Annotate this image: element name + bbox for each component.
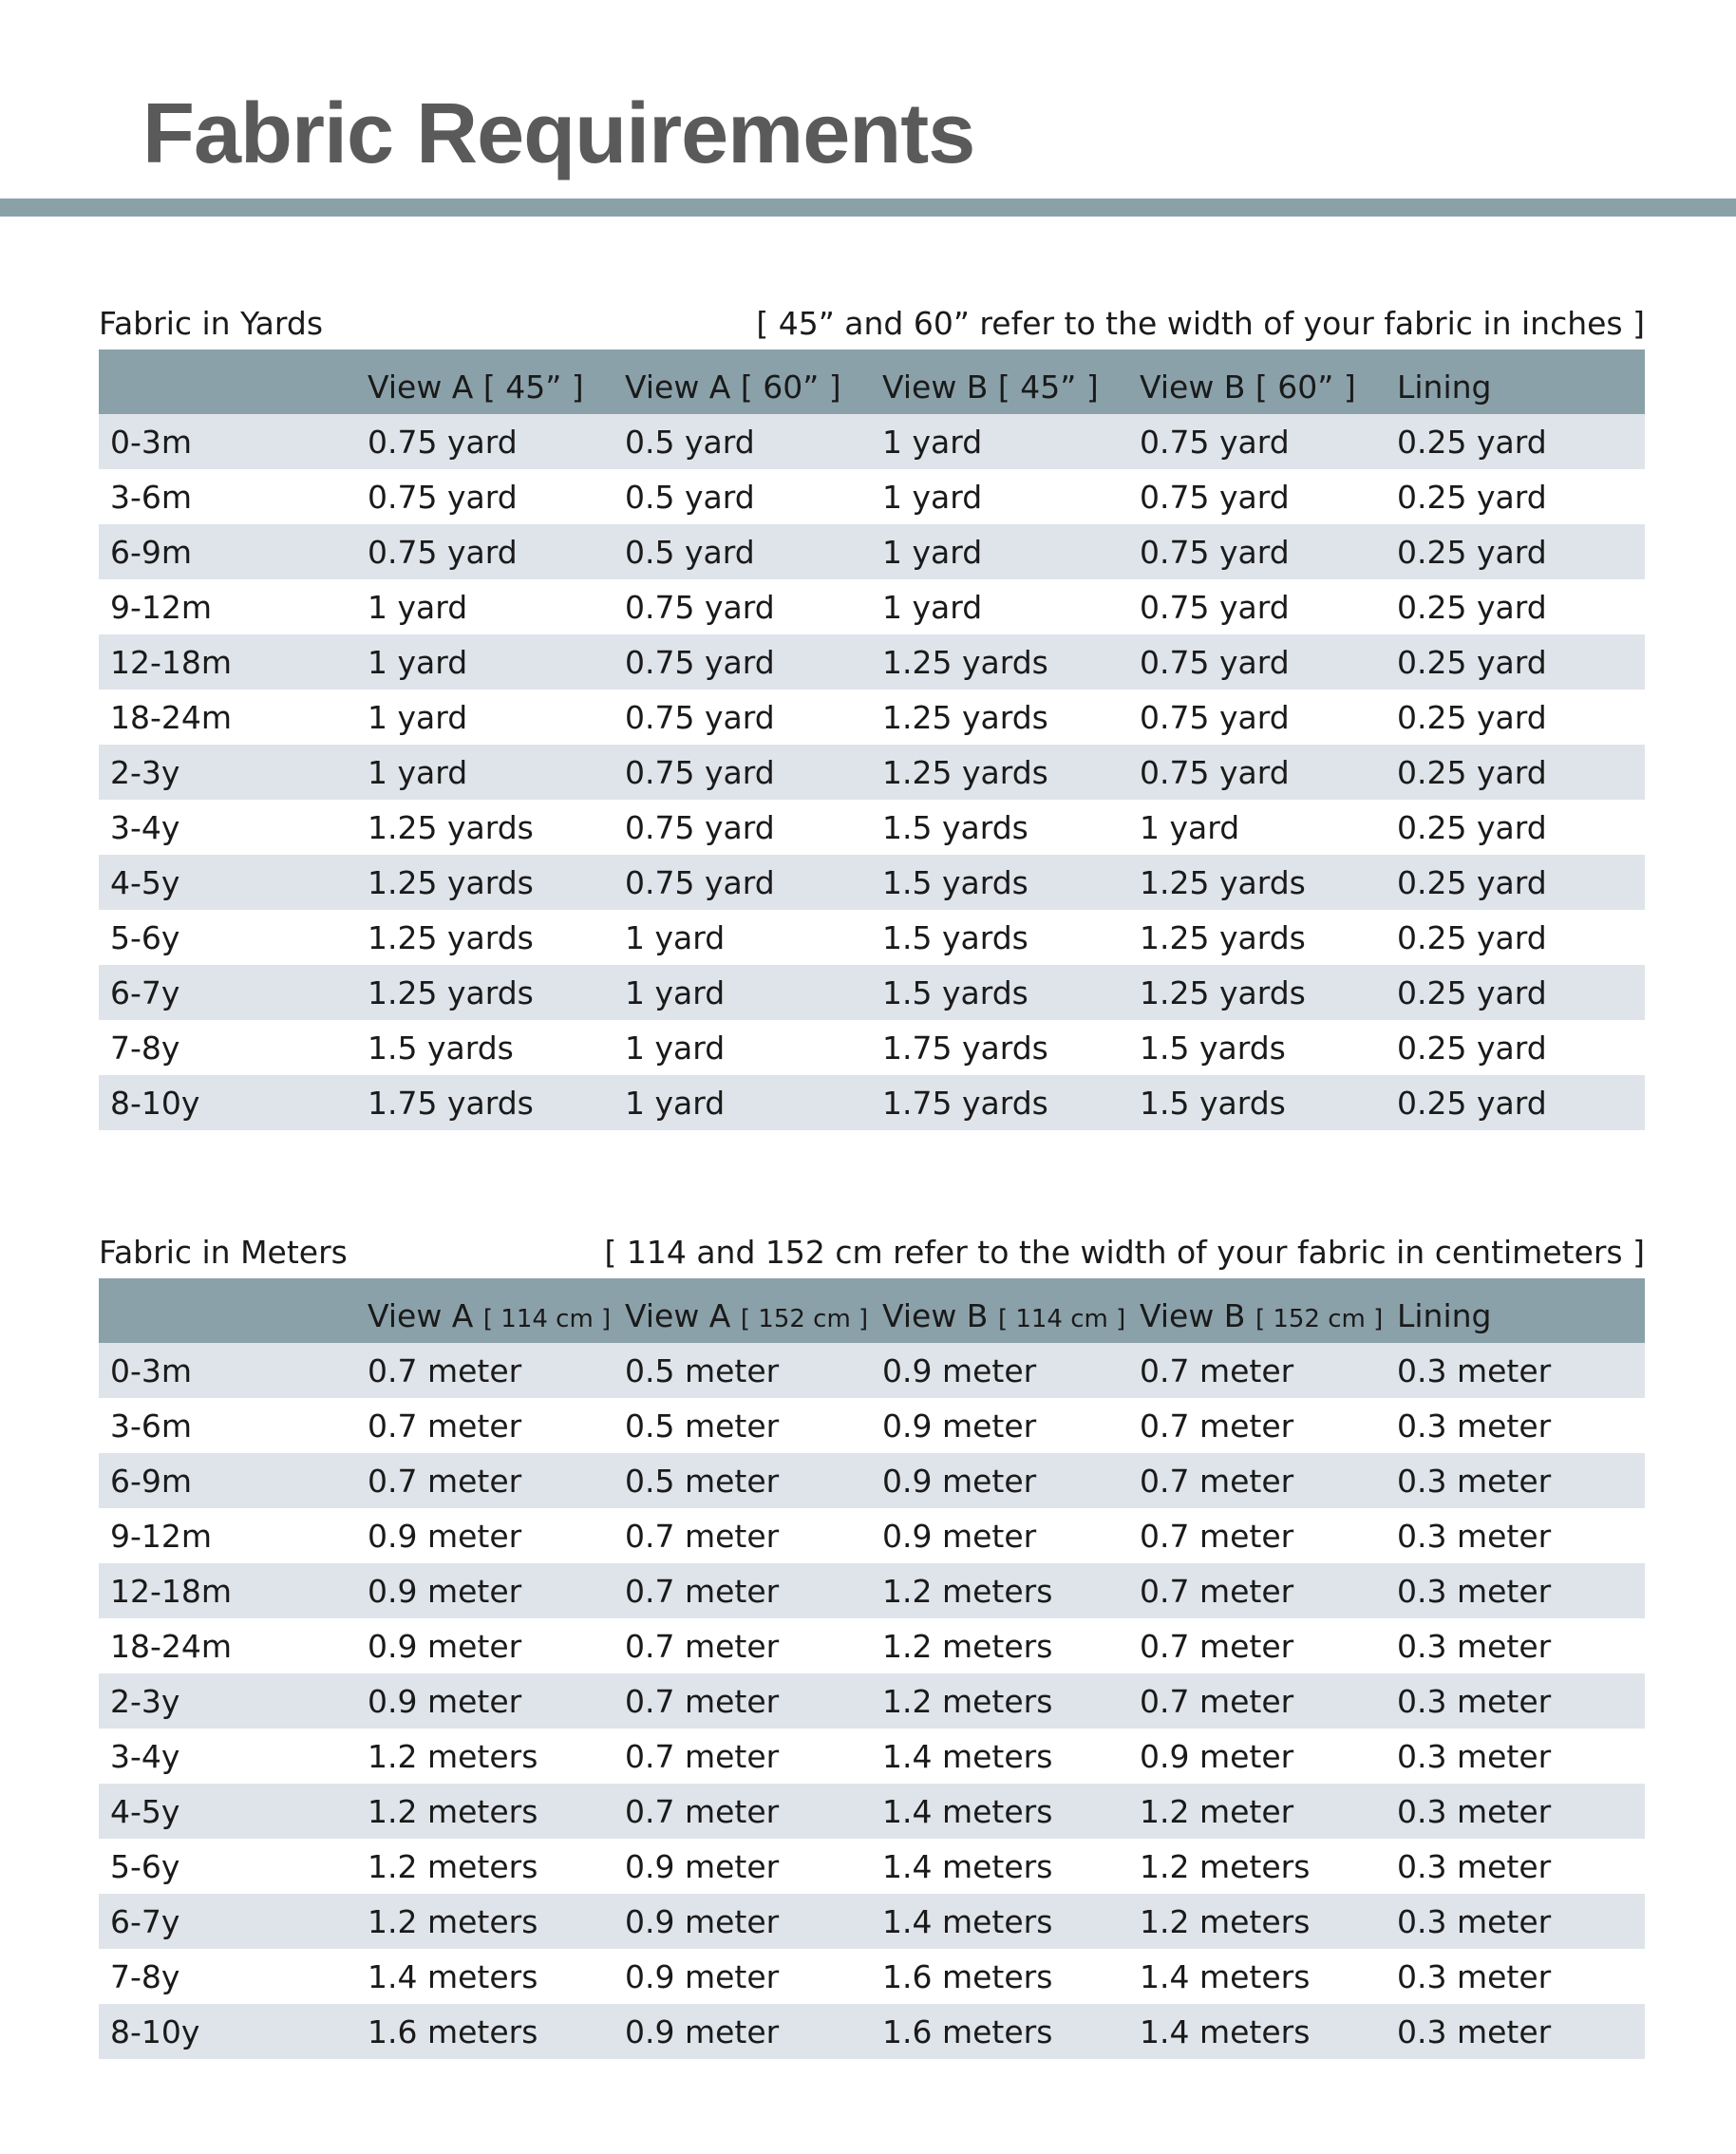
size-cell: 9-12m (110, 588, 213, 626)
column-header-label: View A [ 60” ] (625, 368, 841, 406)
table-row (99, 745, 1645, 800)
amount-cell: 1.2 meters (368, 1737, 538, 1775)
size-cell: 4-5y (110, 863, 180, 901)
amount-cell: 1.2 meters (1140, 1902, 1311, 1940)
meters-table (99, 1278, 1645, 2059)
amount-cell: 0.7 meter (368, 1351, 522, 1389)
column-header-label: View A (368, 1296, 483, 1334)
column-header (99, 350, 368, 414)
column-header (1397, 350, 1645, 414)
amount-cell: 0.3 meter (1397, 1957, 1552, 1995)
amount-cell: 0.75 yard (1140, 423, 1290, 461)
size-cell: 2-3y (110, 753, 180, 791)
amount-cell: 0.5 meter (625, 1351, 780, 1389)
amount-cell: 1 yard (882, 478, 983, 516)
amount-cell: 0.25 yard (1397, 808, 1547, 846)
amount-cell: 0.9 meter (625, 2012, 780, 2050)
column-header (1140, 1278, 1397, 1343)
amount-cell: 1.2 meters (882, 1572, 1053, 1610)
table-row (99, 965, 1645, 1020)
amount-cell: 1.25 yards (882, 698, 1048, 736)
amount-cell: 0.75 yard (625, 863, 775, 901)
amount-cell: 0.7 meter (625, 1627, 780, 1665)
table-row (99, 2004, 1645, 2059)
amount-cell: 0.75 yard (625, 753, 775, 791)
yards-section-header (99, 294, 1645, 350)
amount-cell: 1.4 meters (1140, 2012, 1311, 2050)
amount-cell: 1 yard (882, 588, 983, 626)
table-row (99, 1839, 1645, 1894)
amount-cell: 1.4 meters (882, 1847, 1053, 1885)
meters-width-note: [ 114 and 152 cm refer to the width of your fabric in centimeters ] (604, 1234, 1645, 1271)
amount-cell: 1.4 meters (368, 1957, 538, 1995)
amount-cell: 1.75 yards (882, 1029, 1048, 1067)
amount-cell: 0.7 meter (1140, 1627, 1294, 1665)
amount-cell: 0.9 meter (882, 1351, 1037, 1389)
column-header-label: View A [ 45” ] (368, 368, 584, 406)
column-header (882, 1278, 1140, 1343)
amount-cell: 0.7 meter (625, 1792, 780, 1830)
amount-cell: 1.25 yards (368, 918, 534, 956)
amount-cell: 1.2 meter (1140, 1792, 1294, 1830)
amount-cell: 1.4 meters (882, 1737, 1053, 1775)
table-row (99, 1508, 1645, 1563)
column-header-label: View B (1140, 1296, 1255, 1334)
amount-cell: 0.75 yard (1140, 588, 1290, 626)
table-row (99, 1949, 1645, 2004)
amount-cell: 0.9 meter (882, 1407, 1037, 1445)
amount-cell: 1.5 yards (882, 808, 1028, 846)
size-cell: 3-4y (110, 1737, 180, 1775)
size-cell: 6-9m (110, 533, 193, 571)
amount-cell: 0.75 yard (625, 588, 775, 626)
size-cell: 7-8y (110, 1029, 180, 1067)
title-divider (0, 198, 1736, 217)
table-row (99, 1729, 1645, 1784)
amount-cell: 1.25 yards (368, 863, 534, 901)
amount-cell: 0.25 yard (1397, 918, 1547, 956)
amount-cell: 0.25 yard (1397, 973, 1547, 1011)
amount-cell: 1.5 yards (1140, 1084, 1286, 1122)
column-header-width: [ 152 cm ] (1255, 1304, 1384, 1333)
amount-cell: 1.4 meters (882, 1792, 1053, 1830)
amount-cell: 1 yard (625, 973, 726, 1011)
amount-cell: 0.25 yard (1397, 753, 1547, 791)
amount-cell: 0.9 meter (368, 1682, 522, 1720)
amount-cell: 1.4 meters (882, 1902, 1053, 1940)
amount-cell: 1 yard (368, 588, 468, 626)
size-cell: 3-4y (110, 808, 180, 846)
meters-section-header (99, 1223, 1645, 1278)
column-header-label: View B [ 60” ] (1140, 368, 1356, 406)
amount-cell: 1 yard (368, 643, 468, 681)
amount-cell: 0.7 meter (368, 1462, 522, 1500)
size-cell: 9-12m (110, 1517, 213, 1555)
size-cell: 18-24m (110, 1627, 233, 1665)
size-cell: 4-5y (110, 1792, 180, 1830)
amount-cell: 1.2 meters (368, 1902, 538, 1940)
column-header (99, 1278, 368, 1343)
amount-cell: 0.3 meter (1397, 1682, 1552, 1720)
amount-cell: 0.9 meter (368, 1572, 522, 1610)
amount-cell: 0.7 meter (625, 1682, 780, 1720)
page-title: Fabric Requirements (142, 86, 975, 181)
amount-cell: 1.25 yards (368, 808, 534, 846)
column-header (1397, 1278, 1645, 1343)
amount-cell: 0.9 meter (882, 1517, 1037, 1555)
amount-cell: 1 yard (1140, 808, 1240, 846)
amount-cell: 0.3 meter (1397, 1737, 1552, 1775)
amount-cell: 0.9 meter (625, 1847, 780, 1885)
amount-cell: 0.7 meter (625, 1572, 780, 1610)
amount-cell: 1.75 yards (368, 1084, 534, 1122)
amount-cell: 1 yard (882, 533, 983, 571)
amount-cell: 0.7 meter (1140, 1517, 1294, 1555)
amount-cell: 1.25 yards (368, 973, 534, 1011)
amount-cell: 0.25 yard (1397, 1084, 1547, 1122)
amount-cell: 1.5 yards (882, 973, 1028, 1011)
column-header (368, 1278, 625, 1343)
size-cell: 8-10y (110, 1084, 200, 1122)
table-row (99, 1075, 1645, 1130)
amount-cell: 0.3 meter (1397, 1792, 1552, 1830)
table-row (99, 1618, 1645, 1673)
column-header (625, 1278, 882, 1343)
amount-cell: 1.2 meters (368, 1847, 538, 1885)
table-row (99, 1894, 1645, 1949)
amount-cell: 0.75 yard (625, 808, 775, 846)
size-cell: 0-3m (110, 1351, 193, 1389)
yards-section (99, 294, 1645, 1130)
amount-cell: 0.7 meter (368, 1407, 522, 1445)
size-cell: 5-6y (110, 1847, 180, 1885)
column-header-width: [ 152 cm ] (740, 1304, 869, 1333)
amount-cell: 1.4 meters (1140, 1957, 1311, 1995)
amount-cell: 0.7 meter (1140, 1407, 1294, 1445)
amount-cell: 1.6 meters (882, 2012, 1053, 2050)
meters-section (99, 1223, 1645, 2059)
amount-cell: 1.2 meters (1140, 1847, 1311, 1885)
yards-table (99, 350, 1645, 1130)
size-cell: 0-3m (110, 423, 193, 461)
size-cell: 8-10y (110, 2012, 200, 2050)
amount-cell: 0.5 yard (625, 533, 755, 571)
amount-cell: 1.25 yards (1140, 863, 1306, 901)
amount-cell: 1.25 yards (882, 753, 1048, 791)
size-cell: 7-8y (110, 1957, 180, 1995)
amount-cell: 0.75 yard (368, 478, 518, 516)
yards-table-header-row (99, 350, 1645, 414)
table-row (99, 1398, 1645, 1453)
amount-cell: 0.7 meter (625, 1737, 780, 1775)
table-row (99, 524, 1645, 579)
amount-cell: 0.25 yard (1397, 698, 1547, 736)
amount-cell: 1.6 meters (882, 1957, 1053, 1995)
amount-cell: 1.2 meters (882, 1682, 1053, 1720)
amount-cell: 0.9 meter (368, 1627, 522, 1665)
amount-cell: 0.75 yard (625, 643, 775, 681)
column-header (625, 350, 882, 414)
size-cell: 12-18m (110, 1572, 233, 1610)
amount-cell: 1 yard (625, 1084, 726, 1122)
amount-cell: 0.3 meter (1397, 1902, 1552, 1940)
column-header (1140, 350, 1397, 414)
amount-cell: 0.5 yard (625, 478, 755, 516)
amount-cell: 0.7 meter (1140, 1462, 1294, 1500)
amount-cell: 1.2 meters (882, 1627, 1053, 1665)
size-cell: 6-7y (110, 973, 180, 1011)
size-cell: 6-9m (110, 1462, 193, 1500)
amount-cell: 0.25 yard (1397, 643, 1547, 681)
amount-cell: 0.25 yard (1397, 863, 1547, 901)
amount-cell: 1.25 yards (882, 643, 1048, 681)
amount-cell: 0.75 yard (1140, 533, 1290, 571)
amount-cell: 0.3 meter (1397, 1351, 1552, 1389)
amount-cell: 0.3 meter (1397, 1517, 1552, 1555)
size-cell: 18-24m (110, 698, 233, 736)
amount-cell: 0.75 yard (1140, 753, 1290, 791)
amount-cell: 0.5 yard (625, 423, 755, 461)
table-row (99, 1563, 1645, 1618)
column-header-width: [ 114 cm ] (997, 1304, 1126, 1333)
table-row (99, 1453, 1645, 1508)
amount-cell: 1.75 yards (882, 1084, 1048, 1122)
size-cell: 12-18m (110, 643, 233, 681)
amount-cell: 0.25 yard (1397, 588, 1547, 626)
amount-cell: 1.5 yards (882, 863, 1028, 901)
column-header-label: View A (625, 1296, 741, 1334)
column-header-label: View B [ 45” ] (882, 368, 1099, 406)
amount-cell: 0.7 meter (1140, 1682, 1294, 1720)
table-row (99, 1673, 1645, 1729)
amount-cell: 0.3 meter (1397, 1572, 1552, 1610)
size-cell: 3-6m (110, 478, 193, 516)
table-row (99, 634, 1645, 690)
size-cell: 2-3y (110, 1682, 180, 1720)
amount-cell: 0.75 yard (1140, 478, 1290, 516)
table-row (99, 414, 1645, 469)
amount-cell: 1 yard (625, 918, 726, 956)
table-row (99, 690, 1645, 745)
table-row (99, 800, 1645, 855)
size-cell: 5-6y (110, 918, 180, 956)
amount-cell: 0.9 meter (1140, 1737, 1294, 1775)
amount-cell: 0.7 meter (1140, 1572, 1294, 1610)
yards-width-note: [ 45” and 60” refer to the width of your fabric in inches ] (756, 305, 1645, 342)
amount-cell: 0.25 yard (1397, 478, 1547, 516)
amount-cell: 0.5 meter (625, 1407, 780, 1445)
amount-cell: 0.5 meter (625, 1462, 780, 1500)
table-row (99, 579, 1645, 634)
column-header-label: Lining (1397, 1296, 1492, 1334)
amount-cell: 1.5 yards (882, 918, 1028, 956)
amount-cell: 0.75 yard (368, 533, 518, 571)
amount-cell: 1 yard (882, 423, 983, 461)
amount-cell: 0.7 meter (625, 1517, 780, 1555)
column-header (882, 350, 1140, 414)
amount-cell: 0.75 yard (625, 698, 775, 736)
table-row (99, 910, 1645, 965)
amount-cell: 0.3 meter (1397, 1847, 1552, 1885)
amount-cell: 0.3 meter (1397, 1462, 1552, 1500)
size-cell: 6-7y (110, 1902, 180, 1940)
amount-cell: 0.3 meter (1397, 1407, 1552, 1445)
table-row (99, 855, 1645, 910)
column-header-width: [ 114 cm ] (482, 1304, 612, 1333)
amount-cell: 1 yard (368, 698, 468, 736)
amount-cell: 1.25 yards (1140, 918, 1306, 956)
amount-cell: 0.25 yard (1397, 423, 1547, 461)
column-header (368, 350, 625, 414)
column-header-label: View B (882, 1296, 998, 1334)
amount-cell: 0.7 meter (1140, 1351, 1294, 1389)
size-cell: 3-6m (110, 1407, 193, 1445)
amount-cell: 0.9 meter (368, 1517, 522, 1555)
meters-table-header-row (99, 1278, 1645, 1343)
table-row (99, 1343, 1645, 1398)
meters-section-label: Fabric in Meters (99, 1234, 348, 1271)
amount-cell: 1.2 meters (368, 1792, 538, 1830)
amount-cell: 1.6 meters (368, 2012, 538, 2050)
amount-cell: 1.25 yards (1140, 973, 1306, 1011)
amount-cell: 0.75 yard (1140, 698, 1290, 736)
table-row (99, 1784, 1645, 1839)
yards-section-label: Fabric in Yards (99, 305, 324, 342)
amount-cell: 1.5 yards (1140, 1029, 1286, 1067)
amount-cell: 0.9 meter (625, 1957, 780, 1995)
amount-cell: 0.75 yard (368, 423, 518, 461)
amount-cell: 1 yard (368, 753, 468, 791)
amount-cell: 0.9 meter (625, 1902, 780, 1940)
amount-cell: 0.25 yard (1397, 533, 1547, 571)
amount-cell: 1 yard (625, 1029, 726, 1067)
amount-cell: 0.75 yard (1140, 643, 1290, 681)
amount-cell: 0.3 meter (1397, 2012, 1552, 2050)
column-header-label: Lining (1397, 368, 1492, 406)
amount-cell: 0.25 yard (1397, 1029, 1547, 1067)
amount-cell: 0.9 meter (882, 1462, 1037, 1500)
amount-cell: 0.3 meter (1397, 1627, 1552, 1665)
table-row (99, 469, 1645, 524)
amount-cell: 1.5 yards (368, 1029, 514, 1067)
table-row (99, 1020, 1645, 1075)
